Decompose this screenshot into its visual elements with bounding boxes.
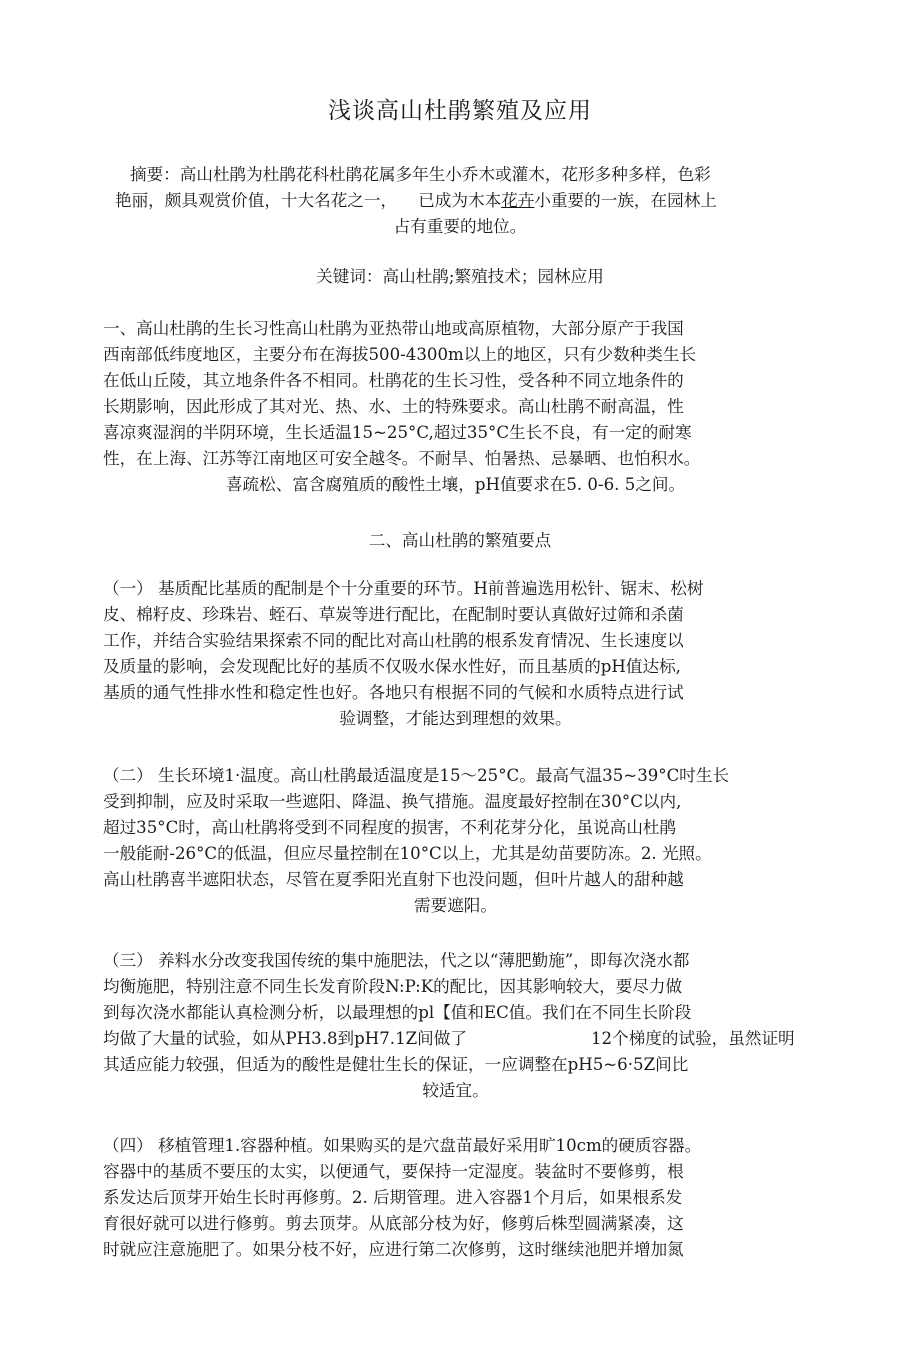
paragraph-line: （三） 养料水分改变我国传统的集中施肥法，代之以“薄肥勤施”，即每次浇水都 bbox=[103, 951, 690, 970]
paragraph-line: 基质的通气性排水性和稳定性也好。各地只有根据不同的气候和水质特点进行试 bbox=[103, 683, 684, 702]
paragraph-text: 均做了大量的试验，如从PH3.8到pH7.1Z间做了 bbox=[103, 1029, 467, 1048]
paragraph-line: 育很好就可以进行修剪。剪去顶芽。从底部分枝为好，修剪后株型圆满紧凑，这 bbox=[103, 1214, 684, 1233]
paragraph-line: （二） 生长环境1·温度。高山杜鹃最适温度是15〜25°C。最高气温35~39°C吋生长 bbox=[103, 766, 730, 785]
document-title: 浅谈高山杜鹃繁殖及应用 bbox=[328, 98, 592, 124]
paragraph-line: 到每次浇水都能认真检测分析，以最理想的pl【值和EC值。我们在不同生长阶段 bbox=[103, 1003, 692, 1022]
paragraph-line: 时就应注意施肥了。如果分枝不好，应进行第二次修剪，这时继续池肥并增加氮 bbox=[103, 1240, 684, 1259]
paragraph-line: 较适宜。 bbox=[422, 1081, 489, 1100]
paragraph-line: 皮、棉籽皮、珍珠岩、蛭石、草炭等进行配比，在配制时要认真做好过筛和杀菌 bbox=[103, 605, 684, 624]
paragraph-line: （一） 基质配比基质的配制是个十分重要的环节。H前普遍选用松针、锯末、松树 bbox=[103, 579, 704, 598]
section-2-heading: 二、高山杜鹃的繁殖要点 bbox=[368, 531, 552, 550]
abstract-line bbox=[115, 188, 805, 214]
paragraph-line: 在低山丘陵，其立地条件各不相同。杜鹃花的生长习性，受各种不同立地条件的 bbox=[103, 371, 684, 390]
paragraph-line: 均衡施肥，特别注意不同生长发育阶段N:P:K的配比，因其影响较大，要尽力做 bbox=[103, 977, 683, 996]
paragraph-line: 性，在上海、江苏等江南地区可安全越冬。不耐旱、怕暑热、忌暴晒、也怕积水。 bbox=[103, 449, 701, 468]
keywords: 关键词：高山杜鹃;繁殖技术；园林应用 bbox=[316, 267, 604, 286]
paragraph-line: 验调整，才能达到理想的效果。 bbox=[339, 709, 572, 728]
paragraph-line: 高山杜鹃喜半遮阳状态，尽管在夏季阳光直射下也没问题，但叶片越人的甜种越 bbox=[103, 870, 684, 889]
paragraph-3 bbox=[103, 948, 823, 1104]
abstract-line: 占有重要的地位。 bbox=[393, 217, 527, 236]
paragraph-line: 喜疏松、富含腐殖质的酸性土壤，pH值要求在5. 0-6. 5之间。 bbox=[225, 475, 686, 494]
abstract-text: 小重要的一族，在园林上 bbox=[534, 191, 717, 210]
paragraph-line: 需要遮阳。 bbox=[414, 896, 497, 915]
paragraph-line: 一、高山杜鹃的生长习性高山杜鹃为亚热带山地或高原植物，大部分原产于我国 bbox=[103, 319, 684, 338]
paragraph-line: 容器中的基质不要压的太实，以便通气，要保持一定湿度。装盆时不要修剪，根 bbox=[103, 1162, 684, 1181]
paragraph-line: 超过35°C时，高山杜鹃将受到不同程度的损害，不利花芽分化，虽说高山杜鹃 bbox=[103, 818, 677, 837]
paragraph-line bbox=[103, 1026, 823, 1052]
paragraph-line: 其适应能力较强，但适为的酸性是健壮生长的保证，一应调整在pH5~6·5Z间比 bbox=[103, 1055, 689, 1074]
paragraph-line: 系发达后顶芽开始生长时再修剪。2. 后期管理。进入容器1个月后，如果根系发 bbox=[103, 1188, 683, 1207]
paragraph-text: 12个梯度的试验，虽然证明 bbox=[591, 1029, 795, 1048]
paragraph-line: 受到抑制，应及时采取一些遮阳、降温、换气措施。温度最好控制在30°C以内, bbox=[103, 792, 682, 811]
paragraph-4 bbox=[103, 1133, 808, 1263]
underlined-term: 花卉 bbox=[501, 191, 535, 210]
paragraph-line: 长期影响，因此形成了其对光、热、水、土的特殊要求。高山杜鹃不耐高温，性 bbox=[103, 397, 684, 416]
paragraph-line: 工作，并结合实验结果探索不同的配比对高山杜鹃的根系发育情况、生长速度以 bbox=[103, 631, 684, 650]
paragraph-line: 喜凉爽湿润的半阴环境，生长适温15~25°C,超过35°C生长不良，有一定的耐寒 bbox=[103, 423, 692, 442]
abstract-text: 艳丽，颇具观赏价值，十大名花之一， 已成为木本 bbox=[115, 191, 502, 210]
paragraph-2 bbox=[103, 763, 808, 919]
paragraph-1 bbox=[103, 576, 808, 732]
paragraph-line: 一般能耐-26°C的低温，但应尽量控制在10°C以上，尤其是幼苗要防冻。2. 光照。 bbox=[103, 844, 712, 863]
paragraph-line: （四） 移植管理1.容器种植。如果购买的是穴盘苗最好采用旷10cm的硬质容器。 bbox=[103, 1136, 702, 1155]
abstract bbox=[115, 162, 805, 240]
abstract-line: 摘要：高山杜鹃为杜鹃花科杜鹃花属多年生小乔木或灌木，花形多种多样，色彩 bbox=[130, 165, 711, 184]
section-1 bbox=[103, 316, 808, 498]
paragraph-line: 西南部低纬度地区，主要分布在海拔500-4300m以上的地区，只有少数种类生长 bbox=[103, 345, 697, 364]
paragraph-line: 及质量的影响，会发现配比好的基质不仅吸水保水性好，而且基质的pH值达标, bbox=[103, 657, 681, 676]
